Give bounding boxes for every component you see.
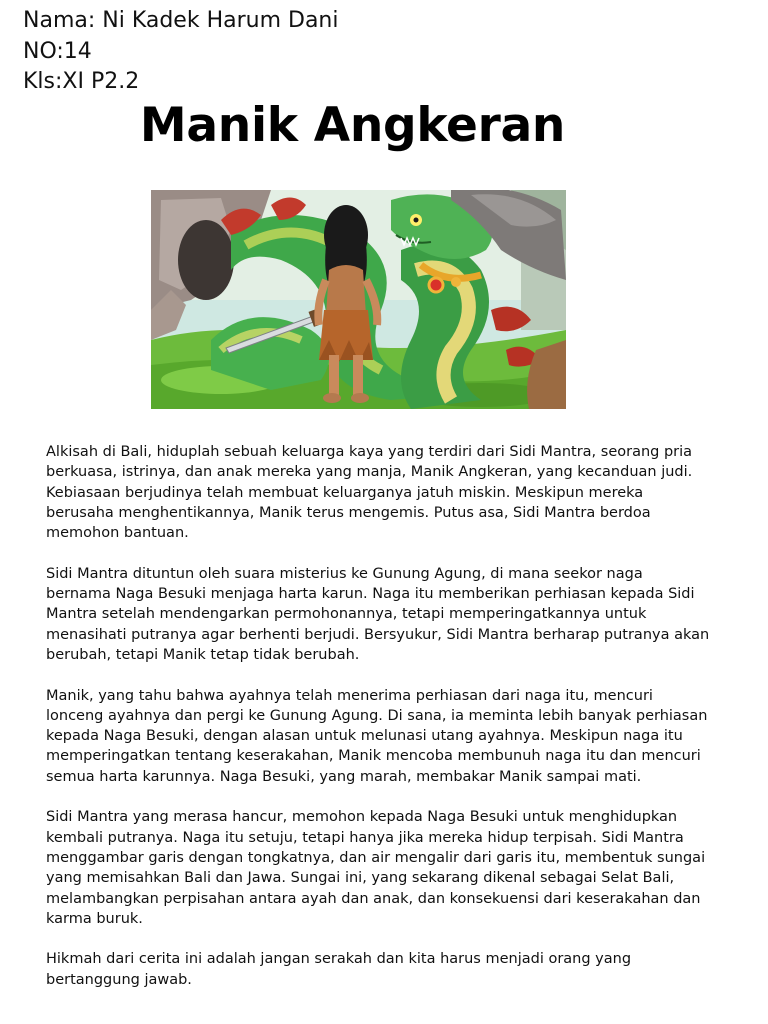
story-paragraph-3: Manik, yang tahu bahwa ayahnya telah menerima perhiasan dari naga itu, mencuri lonceng ayahnya dan pergi ke Gunung Agung. Di sana, ia meminta lebih banyak perhiasan kepada Naga Besuki, dengan alasan untuk melunasi utang ayahnya. Meskipun naga itu memperingatkan tentang keserakahan, Manik mencoba membunuh naga itu dan mencuri semua harta karunnya. Naga Besuki, yang marah, membakar Manik sampai mati. — [46, 687, 708, 785]
student-info — [23, 6, 339, 98]
story-paragraph-4: Sidi Mantra yang merasa hancur, memohon kepada Naga Besuki untuk menghidupkan kembali putranya. Naga itu setuju, tetapi hanya jika mereka hidup terpisah. Sidi Mantra menggambar garis dengan tongkatnya, dan air mengalir dari garis itu, membentuk sungai yang memisahkan Bali dan Jawa. Sungai ini, yang sekarang dikenal sebagai Selat Bali, melambangkan perpisahan antara ayah dan anak, dan konsekuensi dari keserakahan dan karma buruk. — [46, 809, 706, 927]
student-number: NO:14 — [23, 38, 92, 64]
story-title: Manik Angkeran — [139, 98, 566, 153]
story-paragraph-5: Hikmah dari cerita ini adalah jangan serakah dan kita harus menjadi orang yang bertanggung jawab. — [46, 951, 632, 988]
student-name: Nama: Ni Kadek Harum Dani — [23, 8, 339, 33]
story-illustration — [151, 190, 566, 409]
story-paragraph-2: Sidi Mantra dituntun oleh suara misterius ke Gunung Agung, di mana seekor naga bernama Naga Besuki menjaga harta karun. Naga itu memberikan perhiasan kepada Sidi Mantra setelah mendengarkan permohonannya, tetapi memperingatkannya untuk menasihati putranya agar berhenti berjudi. Bersyukur, Sidi Mantra berharap putranya akan berubah, tetapi Manik tetap tidak berubah. — [46, 565, 710, 663]
student-class: Kls:XI P2.2 — [23, 69, 140, 94]
story-paragraph-1: Alkisah di Bali, hiduplah sebuah keluarga kaya yang terdiri dari Sidi Mantra, seorang pria berkuasa, istrinya, dan anak mereka yang manja, Manik Angkeran, yang kecanduan judi. Kebiasaan berjudinya telah membuat keluarganya jatuh miskin. Meskipun mereka berusaha menghentikannya, Manik terus mengemis. Putus asa, Sidi Mantra berdoa memohon bantuan. — [46, 444, 693, 542]
story-body — [46, 442, 711, 1010]
dragon-and-boy-illustration — [151, 190, 566, 409]
